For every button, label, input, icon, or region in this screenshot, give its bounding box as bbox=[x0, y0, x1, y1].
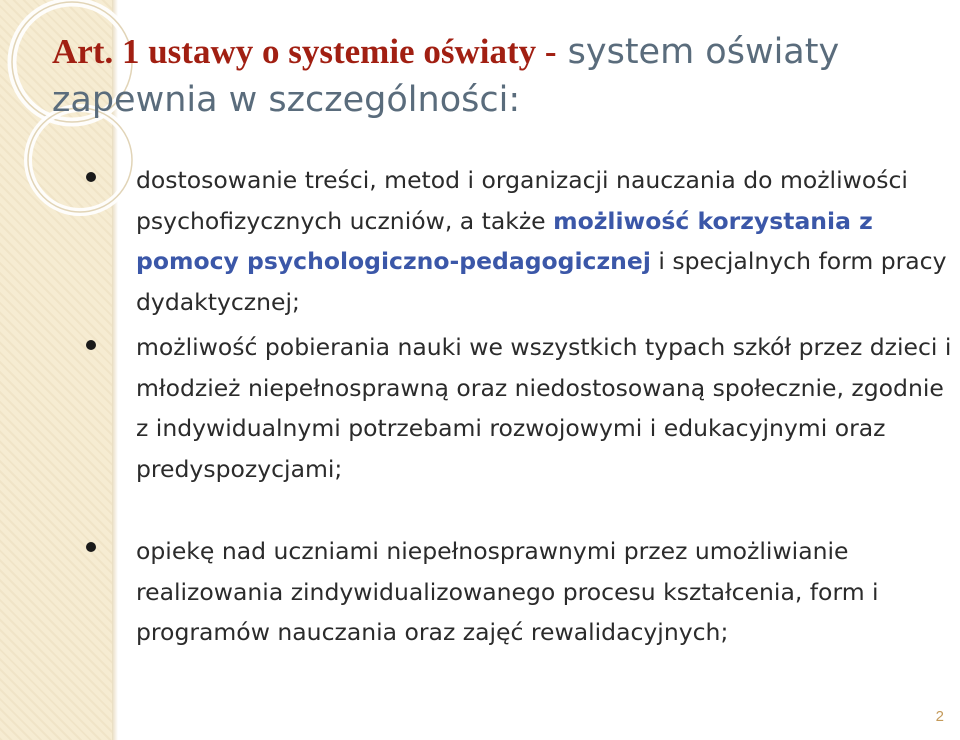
bullet-text-2: możliwość pobierania nauki we wszystkich typach szkół przez dzieci i młodzież niepełnosprawną oraz niedostosowaną społecznie, zgodnie z indywidualnymi potrzebami rozwojowymi i edukacyjnymi oraz predyspozycjami; bbox=[136, 333, 952, 483]
page-number: 2 bbox=[935, 708, 944, 725]
bullet-dot-icon bbox=[86, 340, 96, 350]
bullet-1-highlight: możliwość korzystania z pomocy psychologiczno-pedagogicznej bbox=[136, 206, 873, 275]
bullet-dot-icon bbox=[86, 172, 96, 182]
bullet-1-part1: dostosowanie treści, metod i organizacji nauczania do możliwości psychofizycznych uczniów, a także bbox=[136, 166, 908, 235]
bullet-1-part2: i specjalnych form pracy dydaktycznej; bbox=[136, 247, 947, 316]
bullet-text-3: opiekę nad uczniami niepełnosprawnymi przez umożliwianie realizowania zindywidualizowanego procesu kształcenia, form i programów nauczania oraz zajęć rewalidacyjnych; bbox=[136, 537, 879, 646]
bullet-dot-icon bbox=[86, 542, 96, 552]
bullet-text-1 bbox=[136, 160, 956, 322]
slide-title bbox=[52, 28, 932, 124]
title-strong: Art. 1 ustawy o systemie oświaty - bbox=[52, 32, 557, 71]
title-rest: system oświaty zapewnia w szczególności: bbox=[52, 32, 840, 120]
